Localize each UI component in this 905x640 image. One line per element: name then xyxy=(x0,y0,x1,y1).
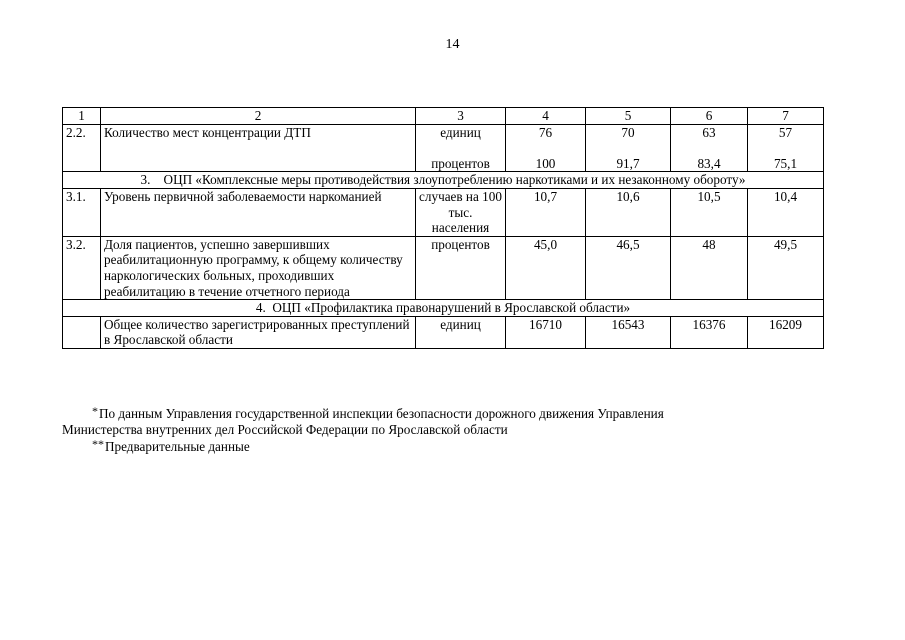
value-cell xyxy=(586,124,671,172)
value-secondary: 83,4 xyxy=(697,155,721,171)
value-cell xyxy=(748,124,824,172)
value-cell: 16543 xyxy=(586,316,671,348)
row-number xyxy=(63,316,101,348)
indicators-table xyxy=(62,107,824,349)
header-cell: 3 xyxy=(416,108,506,125)
table-row xyxy=(63,188,824,236)
footnote-marker: * xyxy=(92,404,98,418)
unit-primary: единиц xyxy=(440,124,481,140)
value-cell: 45,0 xyxy=(506,236,586,299)
unit-secondary: процентов xyxy=(431,155,490,171)
row-number: 2.2. xyxy=(63,124,101,172)
value-cell xyxy=(671,124,748,172)
footnote-1 xyxy=(62,404,823,422)
value-cell: 10,4 xyxy=(748,188,824,236)
unit-cell: единиц xyxy=(416,316,506,348)
indicator-name: Уровень первичной заболеваемости наркоманией xyxy=(101,188,416,236)
unit-cell: процентов xyxy=(416,236,506,299)
row-number: 3.1. xyxy=(63,188,101,236)
table-row xyxy=(63,236,824,299)
footnote-text: Предварительные данные xyxy=(105,439,250,455)
value-primary: 57 xyxy=(778,124,793,140)
header-cell: 7 xyxy=(748,108,824,125)
section-title: 3. ОЦП «Комплексные меры противодействия злоупотреблению наркотиками и их незаконному обороту» xyxy=(63,172,824,189)
section-row xyxy=(63,300,824,317)
value-secondary: 75,1 xyxy=(773,155,798,171)
table-row xyxy=(63,316,824,348)
section-row xyxy=(63,172,824,189)
footnote-marker: ** xyxy=(92,437,104,452)
value-primary: 63 xyxy=(702,124,716,140)
value-cell: 16376 xyxy=(671,316,748,348)
indicator-name: Общее количество зарегистрированных преступлений в Ярославской области xyxy=(101,316,416,348)
header-cell: 5 xyxy=(586,108,671,125)
value-cell: 16209 xyxy=(748,316,824,348)
value-cell: 16710 xyxy=(506,316,586,348)
value-cell: 46,5 xyxy=(586,236,671,299)
header-cell: 6 xyxy=(671,108,748,125)
value-cell: 49,5 xyxy=(748,236,824,299)
header-cell: 4 xyxy=(506,108,586,125)
indicator-name: Доля пациентов, успешно завершивших реабилитационную программу, к общему количеству наркологических больных, проходивших реабилитацию в течение отчетного периода xyxy=(101,236,416,299)
value-cell: 10,5 xyxy=(671,188,748,236)
footnote-2 xyxy=(62,437,823,455)
table-header-row xyxy=(63,108,824,125)
value-secondary: 100 xyxy=(535,155,556,171)
unit-cell xyxy=(416,124,506,172)
page-number: 14 xyxy=(445,37,460,52)
value-cell: 48 xyxy=(671,236,748,299)
value-primary: 76 xyxy=(538,124,553,140)
value-cell xyxy=(506,124,586,172)
unit-cell: случаев на 100 тыс. населения xyxy=(416,188,506,236)
value-cell: 10,6 xyxy=(586,188,671,236)
footnote-text: По данным Управления государственной инспекции безопасности дорожного движения Управления xyxy=(99,406,664,421)
value-secondary: 91,7 xyxy=(616,155,640,171)
footnotes xyxy=(62,404,823,455)
header-cell: 1 xyxy=(63,108,101,125)
indicator-name: Количество мест концентрации ДТП xyxy=(101,124,416,172)
header-cell: 2 xyxy=(101,108,416,125)
footnote-1-continuation: Министерства внутренних дел Российской Федерации по Ярославской области xyxy=(62,421,508,437)
section-title: 4. ОЦП «Профилактика правонарушений в Ярославской области» xyxy=(63,300,824,317)
value-primary: 70 xyxy=(621,124,635,140)
table-row xyxy=(63,124,824,172)
value-cell: 10,7 xyxy=(506,188,586,236)
row-number: 3.2. xyxy=(63,236,101,299)
